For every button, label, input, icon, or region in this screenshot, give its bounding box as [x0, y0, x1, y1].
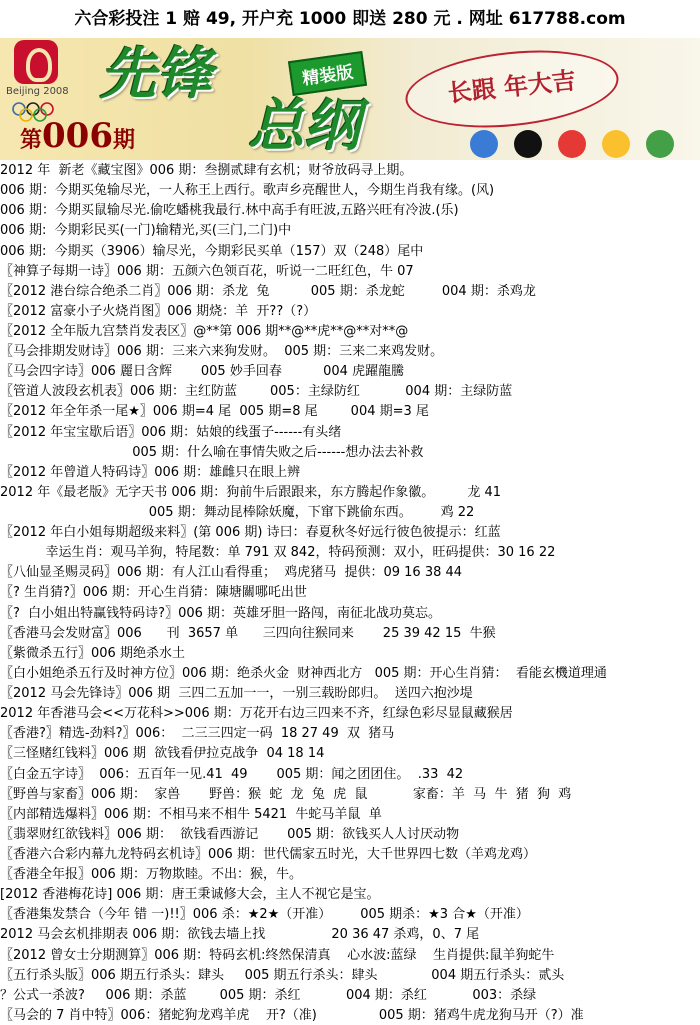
- prediction-line: 〖香港集发禁合（今年 错 一)!!〗006 杀：★2★（开准） 005 期杀：★3 合★（开准）: [0, 907, 529, 923]
- prediction-line: 2012 马会玄机排期表 006 期：欲钱去墙上找 20 36 47 杀鸡，0、7 尾: [0, 927, 480, 943]
- prediction-line: 〖管道人波段玄机表〗006 期：主红防蓝 005：主绿防红 004 期：主绿防蓝: [0, 384, 513, 400]
- prediction-line: 〖2012 港台综合绝杀二肖〗006 期：杀龙 兔 005 期：杀龙蛇 004 期：杀鸡龙: [0, 283, 536, 299]
- prediction-line: 〖2012 年宝宝歇后语〗006 期：姑娘的线蛋子------有头绪: [0, 424, 342, 440]
- issue-prefix: 第: [20, 127, 43, 153]
- prediction-line: 〖2012 马会先锋诗〗006 期 三四二五加一一，一别三载盼郎归。 送四六抱沙堤: [0, 686, 473, 701]
- header-banner: [0, 38, 700, 160]
- prediction-line: 〖香港?〗精选-劲料?〗006： 二三三四定一码 18 27 49 双 猪马: [0, 726, 395, 742]
- prediction-line: 幸运生肖：观马羊狗，特尾数：单 791 双 842，特码预测：双小，旺码提供：30 16 22: [0, 545, 556, 561]
- prediction-line: 〖白小姐绝杀五行及时神方位〗006 期：绝杀火金 财神西北方 005 期：开心生肖猜： 看能玄機道理通: [0, 665, 607, 681]
- prediction-line: 〖2012 富豪小子火烧肖图〗006 期烧：羊 开??（?）: [0, 303, 317, 319]
- prediction-line: 〖香港全年报〗006 期：万物欺睦。不出：猴，牛。: [0, 867, 302, 883]
- prediction-line: [2012 香港梅花诗] 006 期：唐王秉诚修大会，主人不视它是宝。: [0, 887, 380, 903]
- prediction-line: 〖神算子每期一诗〗006 期：五颜六色领百花，听说一二旺红色，牛 07: [0, 263, 414, 279]
- prediction-line: 006 期：今期买兔输尽光，一人称王上西行。歌声乡亮醒世人，今期生肖我有缘。(风): [0, 183, 495, 199]
- title-xianfeng: 先锋: [100, 41, 212, 107]
- top-ad-text: 六合彩投注 1 赔 49, 开户充 1000 即送 280 元 . 网址 617788.com: [74, 9, 626, 29]
- prediction-line: 〖马会四字诗〗006 麗日含辉 005 妙手回春 004 虎躍龍騰: [0, 364, 405, 380]
- prediction-line: 〖香港六合彩内幕九龙特码玄机诗〗006 期：世代儒家五时光，大千世界四七数（羊鸡龙鸡）: [0, 847, 536, 862]
- prediction-line: 〖三怪赌红钱料〗006 期 欲钱看伊拉克战争 04 18 14: [0, 746, 325, 762]
- prediction-line: 〖? 白小姐出特赢钱特码诗?〗006 期：英雄牙胆一路闯，南征北战功莫忘。: [0, 605, 442, 621]
- prediction-list: [0, 160, 700, 1025]
- prediction-line: 〖白金五字诗〗 006：五百年一见.41 49 005 期：闻之团团住。 .33 42: [0, 766, 464, 782]
- prediction-line: 2012 年香港马会<<万花科>>006 期：万花开右边三四来不齐，红绿色彩尽显鼠藏猴居: [0, 706, 513, 722]
- issue-number: 006: [42, 116, 113, 156]
- prediction-line: 〖紫微杀五行〗006 期绝杀水土: [0, 645, 185, 661]
- prediction-line: 006 期: 今期买（3906）输尽光，今期彩民买单（157）双（248）尾中: [0, 243, 424, 259]
- issue-suffix: 期: [113, 127, 136, 153]
- prediction-line: 005 期：舞动昆棒除妖魔，下窜下跳偷东西。 鸡 22: [0, 505, 475, 520]
- motto-graphic: 长跟 年大吉: [402, 41, 623, 137]
- mascot-icon: [558, 130, 586, 158]
- prediction-line: 2012 年 新老《藏宝图》006 期：叁捌贰肆有玄机；财爷放码寻上期。: [0, 163, 413, 178]
- prediction-line: 2012 年《最老版》无字天书 006 期：狗前牛后跟跟来，东方腾起作象徽。 龙 41: [0, 484, 502, 500]
- mascot-icon: [602, 130, 630, 158]
- mascot-icon: [514, 130, 542, 158]
- prediction-line: 〖? 生肖猜?〗006 期：开心生肖猜：陳塘關哪吒出世: [0, 585, 307, 601]
- prediction-line: 〖2012 曾女士分期测算〗006 期：特码玄机:终然保清真 心水波:蓝绿 生肖提供:鼠羊狗蛇牛: [0, 947, 555, 963]
- prediction-line: 〖2012 年曾道人特码诗〗006 期：雄雌只在眼上辨: [0, 464, 301, 480]
- prediction-line: 〖马会排期发财诗〗006 期：三来六来狗发财。 005 期：三来二来鸡发财。: [0, 344, 444, 359]
- title-zonggang: 总纲: [248, 93, 360, 159]
- prediction-line: 〖马会的 7 肖中特〗006：猪蛇狗龙鸡羊虎 开?（准) 005 期：猪鸡牛虎龙狗马开（?）准: [0, 1007, 584, 1023]
- prediction-line: 006 期: 今期彩民买(一门)输精光,买(三门,二门)中: [0, 223, 292, 239]
- prediction-line: 〖五行杀头版〗006 期五行杀头：肆头 005 期五行杀头：肆头 004 期五行杀头：贰头: [0, 967, 565, 983]
- prediction-line: 〖野兽与家畜〗006 期： 家兽 野兽：猴 蛇 龙 兔 虎 鼠 家畜：羊 马 牛 猪 狗 鸡: [0, 786, 572, 802]
- prediction-line: 〖2012 年全年杀一尾★〗006 期=4 尾 005 期=8 尾 004 期=3 尾: [0, 404, 429, 420]
- mascot-icon: [646, 130, 674, 158]
- prediction-line: 〖2012 年白小姐每期超级来料〗(第 006 期) 诗曰：春夏秋冬好远行彼色彼提示：红蓝: [0, 525, 501, 541]
- mascot-icon: [470, 130, 498, 158]
- prediction-line: 〖2012 全年版九宫禁肖发表区〗@**第 006 期**@**虎**@**对**@: [0, 323, 409, 339]
- edition-badge: 精装版: [288, 51, 367, 96]
- prediction-line: 〖内部精选爆料〗006 期：不相马来不相牛 5421 牛蛇马羊鼠 单: [0, 806, 382, 822]
- mascots-image: [470, 130, 690, 158]
- prediction-line: ？公式一杀波? 006 期：杀蓝 005 期：杀红 004 期：杀红 003：杀绿: [0, 987, 537, 1003]
- top-ad-banner: [0, 0, 700, 38]
- prediction-line: 006 期：今期买鼠输尽光.偷吃蟠桃我最行.林中高手有旺波,五路兴旺有冷波.(乐): [0, 203, 459, 219]
- prediction-line: 005 期：什么喻在事情失败之后------想办法去补救: [0, 444, 424, 460]
- logo-caption: Beijing 2008: [6, 86, 69, 97]
- prediction-line: 〖翡翠财红欲钱料〗006 期： 欲钱看西游记 005 期：欲钱买人人讨厌动物: [0, 826, 460, 842]
- issue-label: [20, 116, 135, 156]
- prediction-line: 〖八仙显圣赐灵码〗006 期：有人江山看得重； 鸡虎猪马 提供：09 16 38 44: [0, 565, 463, 581]
- olympic-seal-icon: [14, 40, 58, 84]
- prediction-line: 〖香港马会发财富〗006 刊 3657 单 三四向往猴同来 25 39 42 15 牛猴: [0, 625, 496, 641]
